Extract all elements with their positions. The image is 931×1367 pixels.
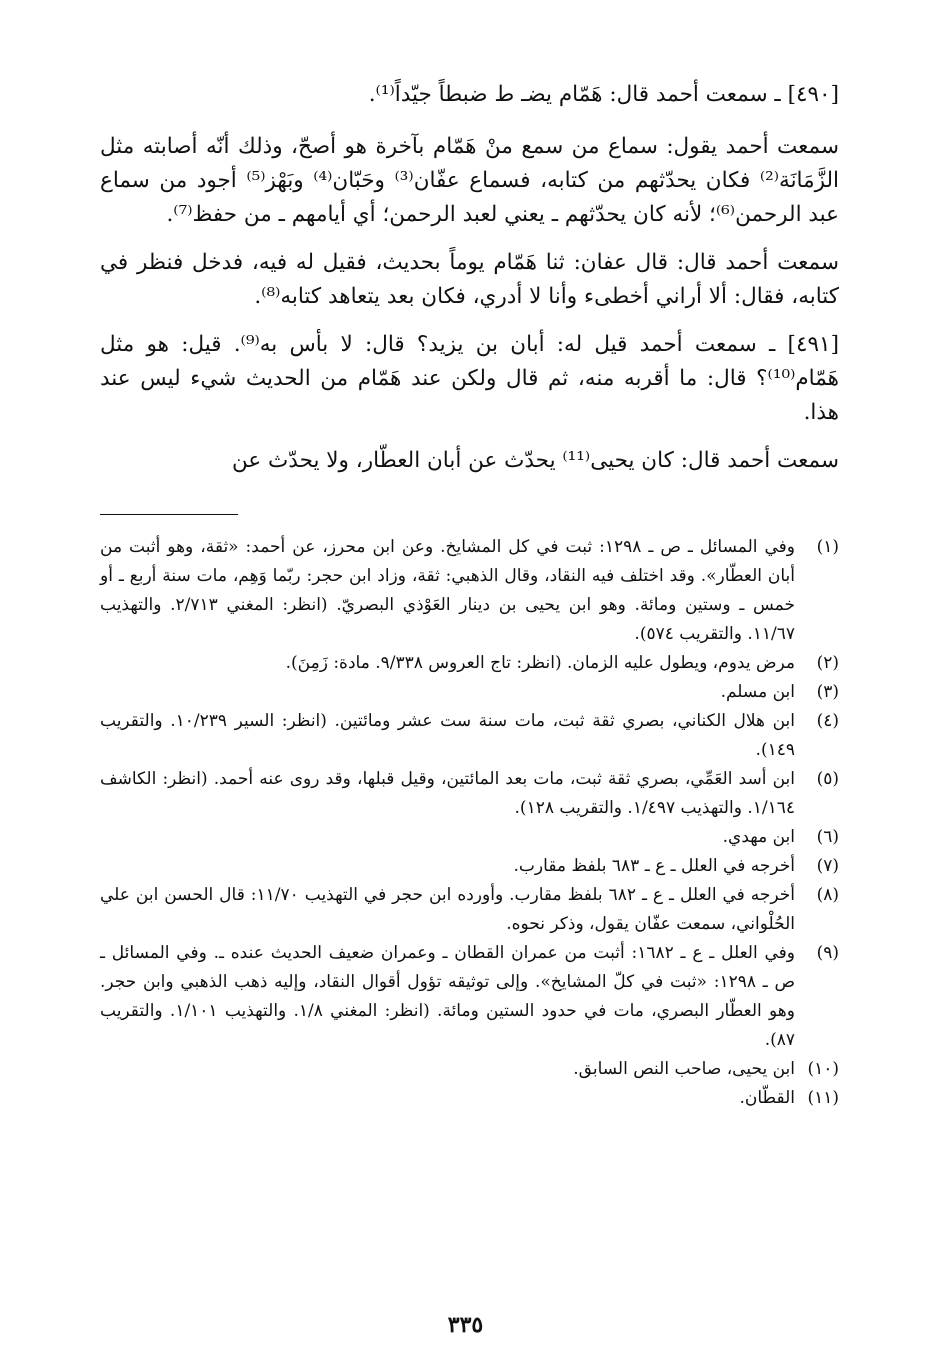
paragraph-491-b: سمعت أحمد قال: كان يحيى⁽¹¹⁾ يحدّث عن أبان العطّار، ولا يحدّث عن [232,448,839,473]
footnote-text: ابن يحيى، صاحب النص السابق. [573,1059,795,1079]
footnote-text: ابن مهدي. [722,827,795,847]
footnote-6 [100,823,839,852]
footnote-text: ابن هلال الكناني، بصري ثقة ثبت، مات سنة ست عشر ومائتين. (انظر: السير ١٠/٢٣٩. والتقريب ١٤٩). [100,711,795,760]
footnote-number: (٧) [816,856,839,876]
footnote-9 [100,939,839,1055]
footnote-text: ابن مسلم. [720,682,795,702]
paragraph-491: [٤٩١] ـ سمعت أحمد قيل له: أبان بن يزيد؟ قال: لا بأس به⁽⁹⁾. قيل: هو مثل هَمّام⁽¹⁰⁾؟ قال: ما أقربه منه، ثم قال ولكن عند هَمّام من الحديث شيء ليس عند هذا. [100,332,839,425]
footnote-1 [100,533,839,649]
footnote-5 [100,765,839,823]
footnote-number: (١٠) [807,1059,839,1079]
footnote-number: (٩) [816,943,839,963]
footnote-number: (٤) [816,711,839,731]
paragraph-490-c: سمعت أحمد قال: قال عفان: ثنا هَمّام يوماً بحديث، فقيل له فيه، فدخل فنظر في كتابه، فقال: ألا أراني أخطىء وأنا لا أدري، فكان بعد يتعاهد كتابه⁽⁸⁾. [100,250,839,309]
footnote-7 [100,852,839,881]
paragraph-490: [٤٩٠] ـ سمعت أحمد قال: هَمّام يضـ ط ضبطاً جيّداً⁽¹⁾. [368,82,839,107]
footnote-text: ابن أسد العَمِّي، بصري ثقة ثبت، مات بعد المائتين، وقيل قبلها، وقد روى عنه أحمد. (انظر: الكاشف ١/١٦٤. والتهذيب ١/٤٩٧. والتقريب ١٢٨). [100,769,795,818]
footnote-text: وفي المسائل ـ ص ـ ١٢٩٨: ثبت في كل المشايخ. وعن ابن محرز، عن أحمد: «ثقة، وهو أثبت من أبان العطّار». وقد اختلف فيه النقاد، وقال الذهبي: ثقة، وزاد ابن حجر: ربّما وَهِم، مات سنة أربع ـ أو خمس ـ وستين ومائة. وهو ابن يحيى بن دينار العَوْذي البصريّ. (انظر: المغني ٢/٧١٣. والتهذيب ١١/٦٧. والتقريب ٥٧٤). [100,537,795,644]
footnote-4 [100,707,839,765]
footnote-3 [100,678,839,707]
footnote-number: (٣) [816,682,839,702]
footnote-text: القطّان. [739,1088,795,1108]
footnote-separator [100,514,238,515]
footnote-11 [100,1084,839,1113]
footnote-number: (١) [816,537,839,557]
footnote-number: (٨) [816,885,839,905]
footnote-number: (٥) [816,769,839,789]
footnote-2 [100,649,839,678]
footnote-separator-wrap [100,492,839,533]
footnote-text: أخرجه في العلل ـ ع ـ ٦٨٣ بلفظ مقارب. [513,856,795,876]
footnote-number: (٢) [816,653,839,673]
footnote-text: مرض يدوم، ويطول عليه الزمان. (انظر: تاج العروس ٩/٣٣٨. مادة: زَمِنَ). [285,653,795,673]
footnotes [100,533,839,1113]
footnote-10 [100,1055,839,1084]
main-text [100,78,839,478]
paragraph-490-b: سمعت أحمد يقول: سماع من سمع منْ هَمّام بآخرة هو أصحّ، وذلك أنّه أصابته مثل الزَّمَانَة⁽²⁾ فكان يحدّثهم من كتابه، فسماع عفّان⁽³⁾ وحَبّان⁽⁴⁾ وبَهْز⁽⁵⁾ أجود من سماع عبد الرحمن⁽⁶⁾؛ لأنه كان يحدّثهم ـ يعني لعبد الرحمن؛ أي أيامهم ـ من حفظ⁽⁷⁾. [100,134,840,227]
footnote-number: (١١) [807,1088,839,1108]
footnote-8 [100,881,839,939]
page-number: ٣٣٥ [447,1312,484,1338]
footnote-text: أخرجه في العلل ـ ع ـ ٦٨٢ بلفظ مقارب. وأورده ابن حجر في التهذيب ١١/٧٠: قال الحسن ابن علي الحُلْواني، سمعت عفّان يقول، وذكر نحوه. [100,885,795,934]
footnote-text: وفي العلل ـ ع ـ ١٦٨٢: أثبت من عمران القطان ـ وعمران ضعيف الحديث عنده ـ. وفي المسائل ـ ص ـ ١٢٩٨: «ثبت في كلّ المشايخ». وإلى توثيقه تؤول أقوال النقاد، وإليه ذهب الذهبي وابن حجر. وهو العطّار البصري، مات في حدود الستين ومائة. (انظر: المغني ١/٨. والتهذيب ١/١٠١. والتقريب ٨٧). [100,943,795,1050]
footnote-number: (٦) [816,827,839,847]
